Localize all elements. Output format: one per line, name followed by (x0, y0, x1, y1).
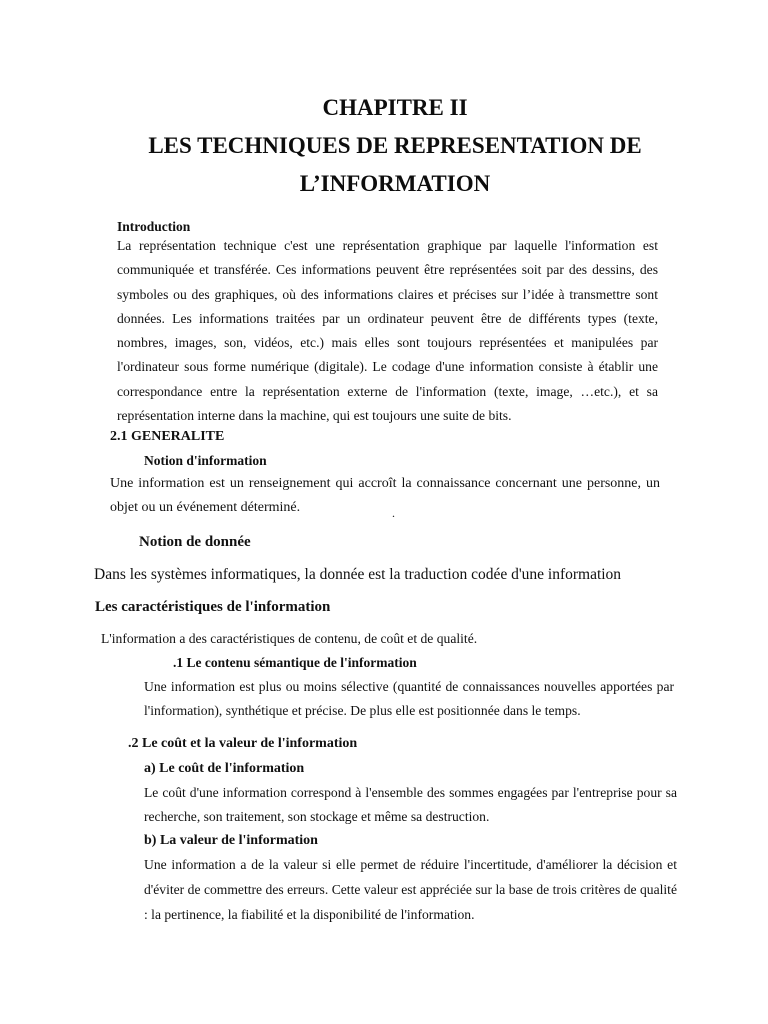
cout-heading: a) Le coût de l'information (144, 761, 305, 776)
stray-dot: . (392, 506, 395, 520)
introduction-paragraph: La représentation technique c'est une représentation graphique par laquelle l'information est communiquée et transférée. Ces informations peuvent être représentées soit par des dessins, des symboles ou des graphiques, où des informations claires et précises sur l’idée à transmettre sont données. Les informations traitées par un ordinateur peuvent être de différents types (texte, nombres, images, son, vidéos, etc.) mais elles sont toujours représentées et manipulées par l'ordinateur sous forme numérique (digitale). Le codage d'une information consiste à établir une correspondance entre la représentation externe de l'information (texte, image, …etc.), et sa représentation interne dans la machine, qui est toujours une suite de bits. (117, 238, 658, 424)
cout-valeur-heading: .2 Le coût et la valeur de l'information (128, 736, 358, 751)
chapter-title-line2: L’INFORMATION (299, 171, 491, 196)
chapter-number: CHAPITRE II (322, 95, 468, 120)
valeur-paragraph: Une information a de la valeur si elle permet de réduire l'incertitude, d'améliorer la décision et d'éviter de commettre des erreurs. Cette valeur est appréciée sur la base de trois critères de qualité : la pertinence, la fiabilité et la disponibilité de l'information. (144, 857, 677, 922)
introduction-heading: Introduction (117, 219, 191, 234)
section-2-1-heading: 2.1 GENERALITE (110, 429, 225, 444)
contenu-semantique-heading: .1 Le contenu sémantique de l'information (173, 655, 417, 670)
contenu-semantique-paragraph: Une information est plus ou moins sélective (quantité de connaissances nouvelles apportées par l'information), synthétique et précise. De plus elle est positionnée dans le temps. (144, 679, 674, 718)
caracteristiques-heading: Les caractéristiques de l'information (95, 599, 331, 615)
notion-information-heading: Notion d'information (144, 453, 267, 468)
notion-donnee-paragraph: Dans les systèmes informatiques, la donnée est la traduction codée d'une information (94, 566, 622, 583)
caracteristiques-intro: L'information a des caractéristiques de contenu, de coût et de qualité. (101, 631, 478, 646)
chapter-title-line1: LES TECHNIQUES DE REPRESENTATION DE (148, 133, 642, 158)
notion-donnee-heading: Notion de donnée (139, 534, 251, 550)
cout-paragraph: Le coût d'une information correspond à l'ensemble des sommes engagées par l'entreprise pour sa recherche, son traitement, son stockage et même sa destruction. (144, 785, 677, 824)
valeur-heading: b) La valeur de l'information (144, 833, 318, 848)
notion-information-paragraph: Une information est un renseignement qui accroît la connaissance concernant une personne, un objet ou un événement déterminé. (110, 476, 660, 515)
